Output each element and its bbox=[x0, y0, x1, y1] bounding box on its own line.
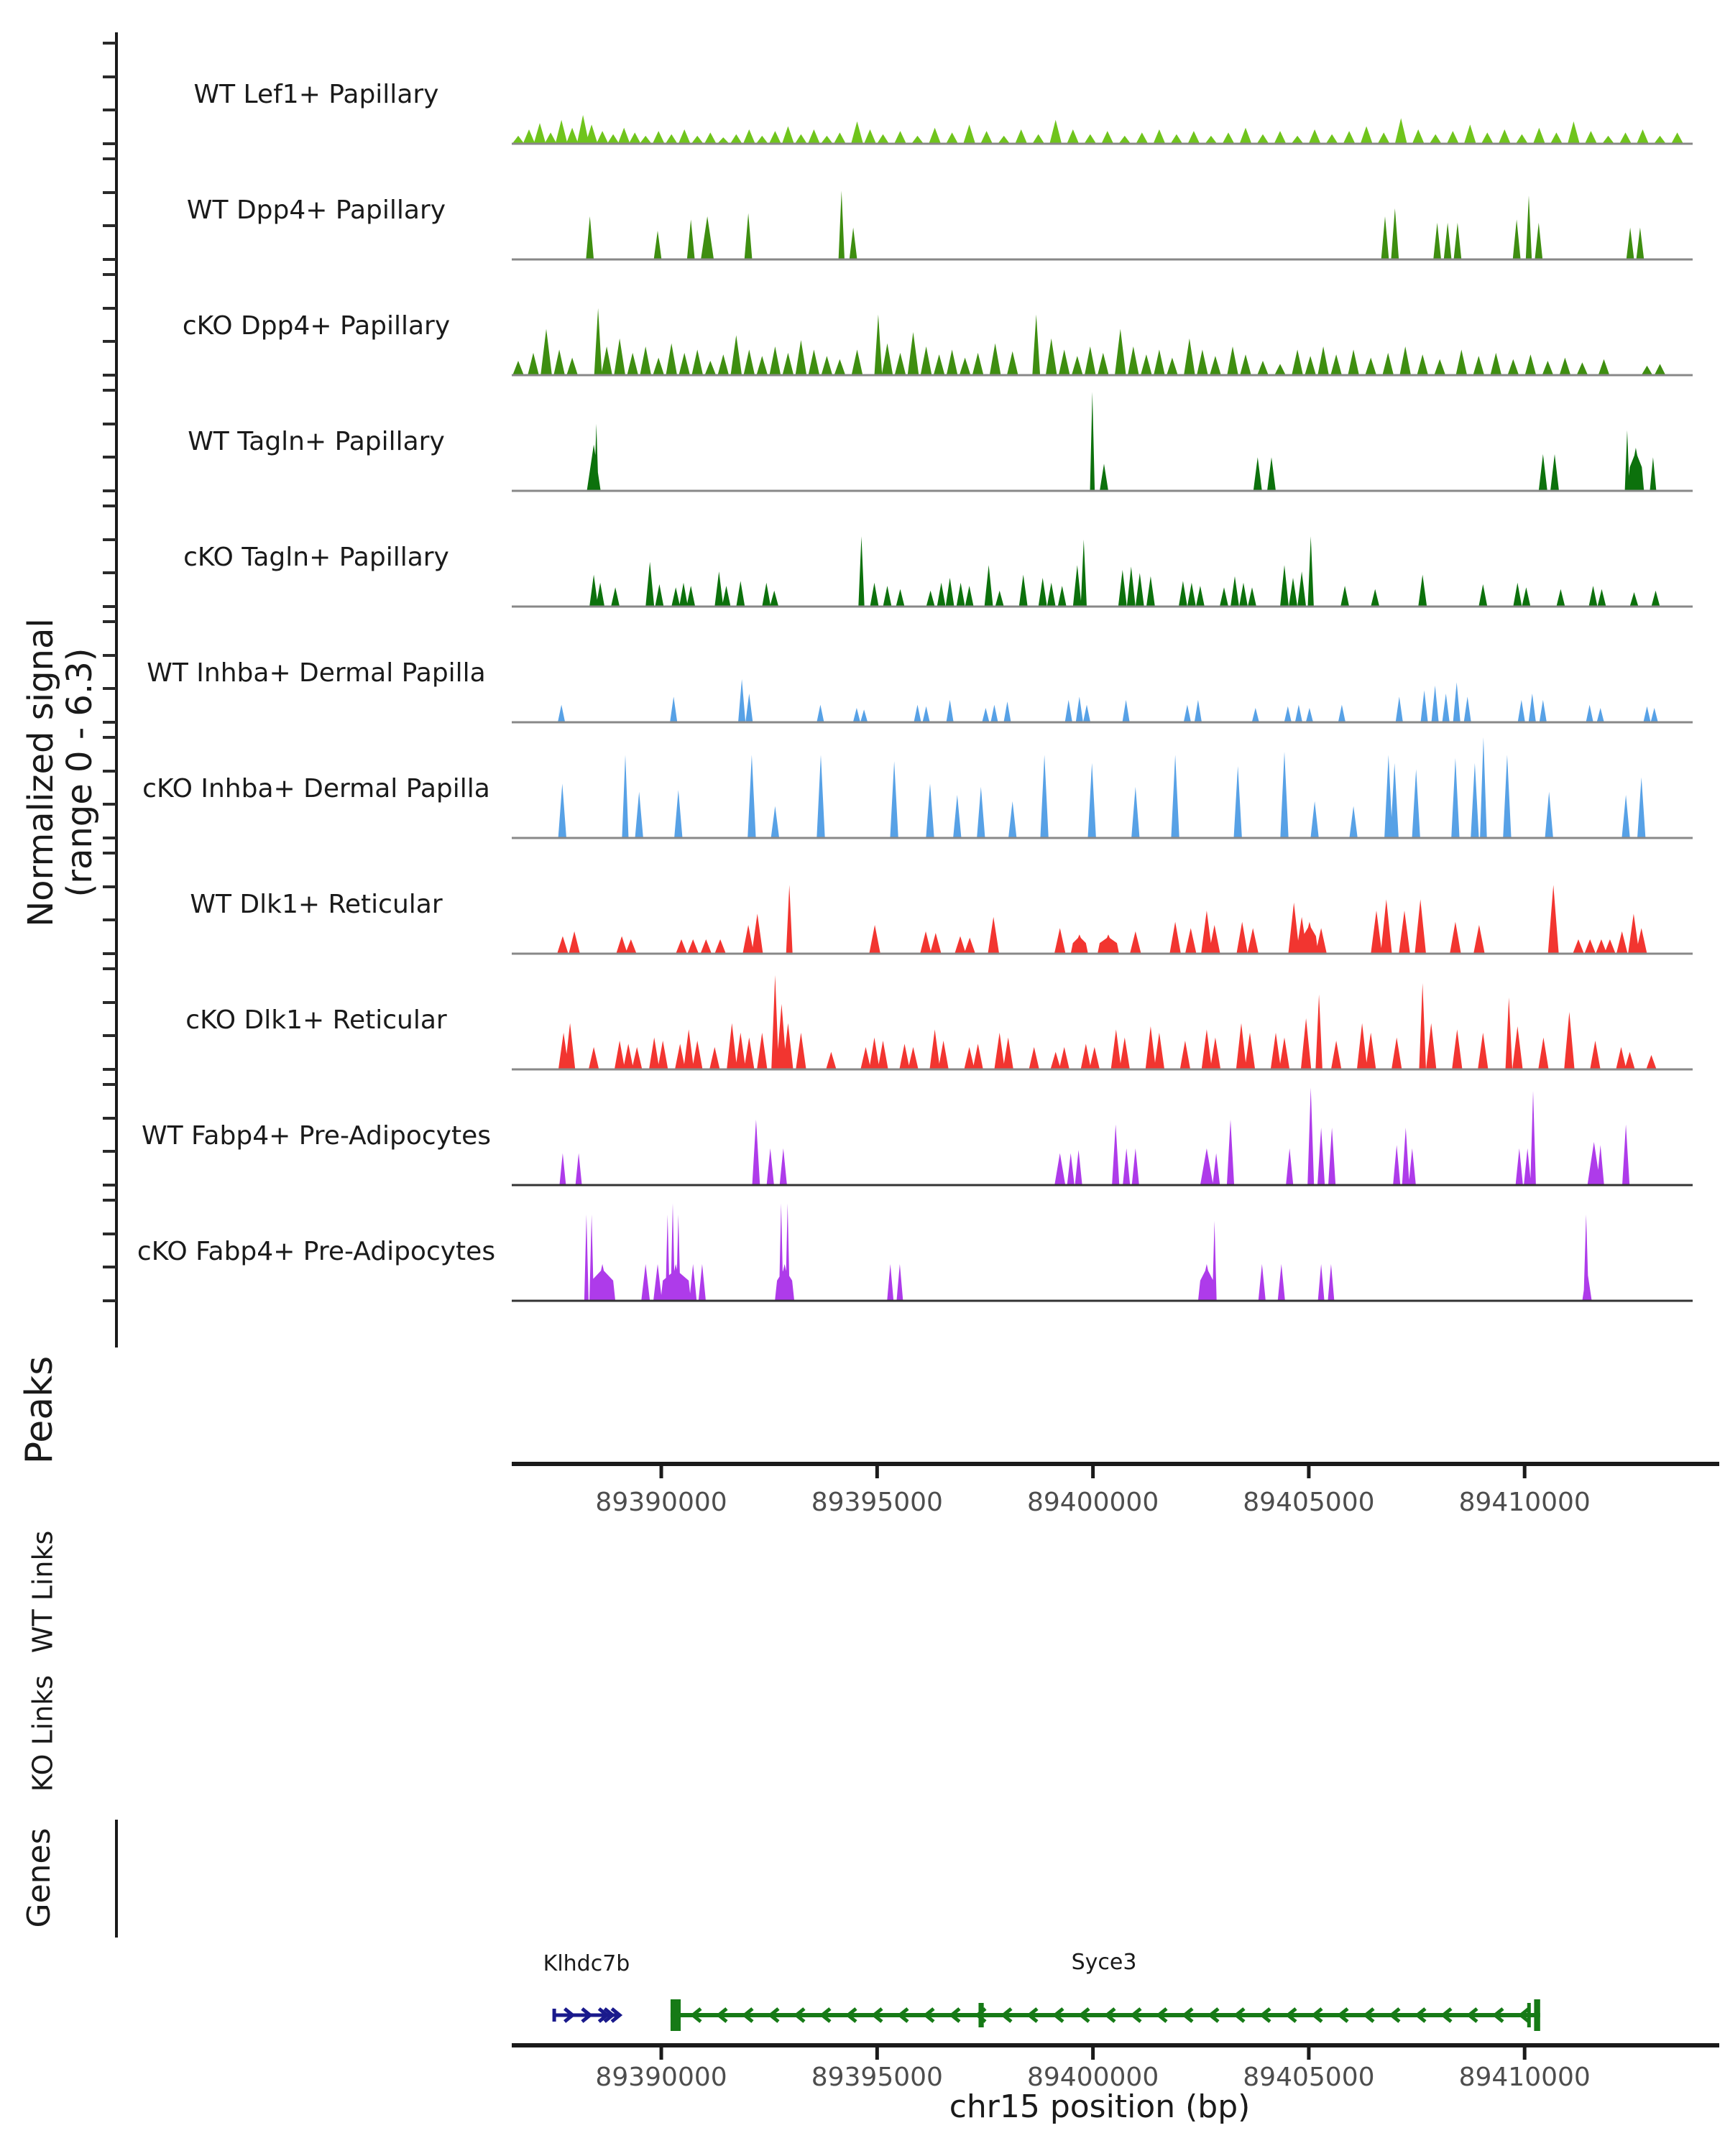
signal-track bbox=[185, 975, 1693, 1069]
track-label: WT Dlk1+ Reticular bbox=[190, 890, 443, 919]
track-label: cKO Fabp4+ Pre-Adipocytes bbox=[137, 1237, 496, 1266]
track-label: WT Inhba+ Dermal Papilla bbox=[147, 658, 486, 688]
x-axis-tick-label: 89400000 bbox=[1027, 1488, 1159, 1517]
signal-peaks-9 bbox=[558, 975, 1657, 1069]
signal-track bbox=[142, 1087, 1693, 1185]
section-label-genes: Genes bbox=[21, 1828, 58, 1928]
track-label: cKO Inhba+ Dermal Papilla bbox=[142, 774, 490, 803]
signal-peaks-10 bbox=[559, 1087, 1629, 1185]
track-label: WT Fabp4+ Pre-Adipocytes bbox=[142, 1121, 491, 1151]
section-label-wt-links: WT Links bbox=[27, 1530, 59, 1654]
x-axis-tick-label: 89390000 bbox=[595, 2063, 727, 2092]
signal-track bbox=[147, 658, 1693, 722]
x-axis-tick-label: 89390000 bbox=[595, 1488, 727, 1517]
x-axis-tick-label: 89410000 bbox=[1458, 1488, 1591, 1517]
signal-peaks-2 bbox=[586, 190, 1644, 259]
signal-peaks-11 bbox=[584, 1203, 1592, 1301]
signal-track bbox=[194, 80, 1693, 144]
x-axis-tick-label: 89400000 bbox=[1027, 2063, 1159, 2092]
x-axis-tick-label: 89405000 bbox=[1243, 1488, 1375, 1517]
signal-track bbox=[183, 536, 1693, 607]
gene-exon-block bbox=[1527, 2003, 1531, 2027]
x-axis-tick-label: 89395000 bbox=[811, 1488, 943, 1517]
track-label: cKO Tagln+ Papillary bbox=[183, 543, 449, 572]
signal-peaks-4 bbox=[587, 392, 1657, 491]
section-label-ko-links: KO Links bbox=[27, 1674, 59, 1792]
signal-peaks-8 bbox=[557, 885, 1647, 954]
y-axis-label-line2: (range 0 - 6.3) bbox=[60, 648, 100, 898]
signal-peaks-3 bbox=[512, 308, 1665, 375]
gene-klhdc7b bbox=[554, 2009, 620, 2022]
signal-y-axis bbox=[103, 32, 116, 1348]
gene-label-syce3: Syce3 bbox=[1071, 1950, 1137, 1975]
track-label: WT Tagln+ Papillary bbox=[188, 427, 445, 456]
gene-label-klhdc7b: Klhdc7b bbox=[543, 1951, 630, 1976]
x-axis-title: chr15 position (bp) bbox=[949, 2088, 1251, 2125]
signal-track bbox=[137, 1203, 1693, 1301]
y-axis-label-line1: Normalized signal bbox=[21, 618, 61, 927]
gene-exon-block bbox=[671, 1999, 681, 2031]
signal-track bbox=[183, 308, 1693, 375]
section-label-peaks: Peaks bbox=[18, 1355, 61, 1465]
x-axis-tick-label: 89395000 bbox=[811, 2063, 943, 2092]
x-axis-tick-label: 89410000 bbox=[1458, 2063, 1591, 2092]
peaks-x-axis bbox=[512, 1464, 1719, 1517]
track-label: WT Lef1+ Papillary bbox=[193, 80, 439, 109]
signal-track bbox=[142, 737, 1693, 838]
signal-peaks-6 bbox=[558, 679, 1658, 722]
signal-peaks-5 bbox=[589, 536, 1660, 607]
gene-exon-block bbox=[1534, 1999, 1540, 2031]
gene-models bbox=[554, 1999, 1540, 2031]
signal-track bbox=[188, 392, 1693, 491]
track-label: WT Dpp4+ Papillary bbox=[186, 195, 446, 225]
track-label: cKO Dpp4+ Papillary bbox=[182, 311, 451, 341]
track-label: cKO Dlk1+ Reticular bbox=[185, 1005, 447, 1035]
gene-syce3 bbox=[671, 1999, 1540, 2031]
signal-track bbox=[187, 190, 1693, 259]
genes-x-axis bbox=[512, 2045, 1719, 2092]
signal-tracks bbox=[137, 80, 1693, 1301]
signal-peaks-1 bbox=[512, 115, 1683, 144]
signal-peaks-7 bbox=[558, 737, 1646, 838]
signal-track bbox=[190, 885, 1693, 954]
x-axis-tick-label: 89405000 bbox=[1243, 2063, 1375, 2092]
